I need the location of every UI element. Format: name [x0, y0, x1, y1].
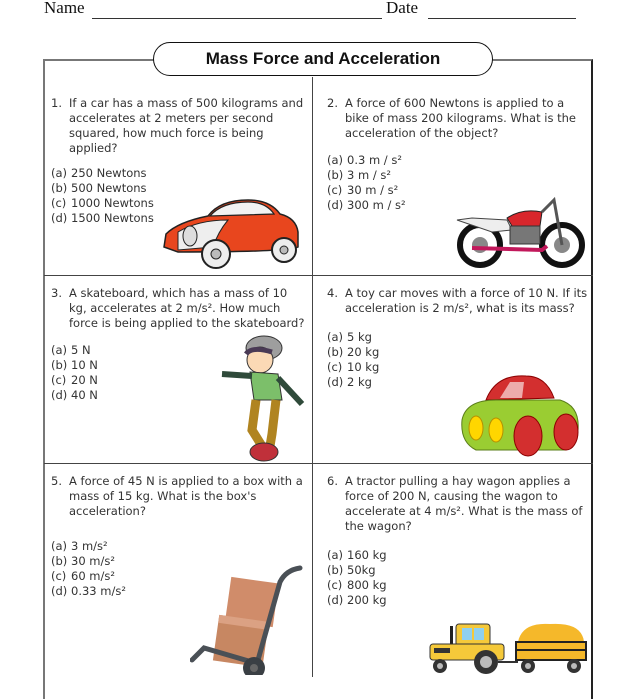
option-c: (c) 10 kg [327, 360, 380, 374]
option-b: (b) 20 kg [327, 345, 380, 359]
option-c: (c) 30 m / s² [327, 183, 399, 197]
option-c: (c) 1000 Newtons [51, 196, 154, 210]
option-a: (a) 250 Newtons [51, 166, 147, 180]
question-number: 3. [51, 286, 62, 300]
question-text: A force of 45 N is applied to a box with a mass of 15 kg. What is the box's acceleration? [69, 474, 303, 518]
question-text: A force of 600 Newtons is applied to a bike of mass 200 kilograms. What is the acceleration of the object? [345, 96, 576, 140]
option-c: (c) 20 N [51, 373, 98, 387]
name-label: Name [44, 0, 85, 17]
name-field[interactable] [92, 18, 382, 19]
option-d: (d) 200 kg [327, 593, 387, 607]
question-text: If a car has a mass of 500 kilograms and accelerates at 2 meters per second squared, how much force is being applied? [69, 96, 304, 155]
row-divider-1 [44, 275, 593, 276]
question-number: 2. [327, 96, 338, 110]
option-c: (c) 60 m/s² [51, 569, 115, 583]
option-a: (a) 5 N [51, 343, 91, 357]
worksheet-title: Mass Force and Acceleration [153, 42, 493, 76]
option-b: (b) 50kg [327, 563, 376, 577]
question-number: 5. [51, 474, 62, 488]
question-text: A tractor pulling a hay wagon applies a force of 200 N, causing the wagon to accelerate at 4 m/s². What is the mass of the wagon? [345, 474, 583, 533]
option-a: (a) 5 kg [327, 330, 372, 344]
option-b: (b) 30 m/s² [51, 554, 115, 568]
question-number: 4. [327, 286, 338, 300]
hand-truck-icon [190, 560, 305, 675]
option-a: (a) 0.3 m / s² [327, 153, 402, 167]
tractor-hay-wagon-icon [426, 618, 588, 675]
option-d: (d) 300 m / s² [327, 198, 406, 212]
options-list [327, 548, 589, 608]
question-text: A toy car moves with a force of 10 N. If its acceleration is 2 m/s², what is its mass? [345, 286, 588, 315]
name-date-row [0, 0, 622, 24]
option-b: (b) 10 N [51, 358, 98, 372]
option-c: (c) 800 kg [327, 578, 387, 592]
motorcycle-icon [452, 190, 587, 270]
option-a: (a) 3 m/s² [51, 539, 108, 553]
skateboarder-icon [212, 334, 312, 466]
date-field[interactable] [428, 18, 576, 19]
sports-car-icon [158, 192, 303, 270]
question-number: 1. [51, 96, 62, 110]
toy-car-icon [456, 370, 586, 462]
question-text: A skateboard, which has a mass of 10 kg, accelerates at 2 m/s². How much force is being applied to the skateboard? [69, 286, 305, 330]
row-divider-2 [44, 463, 593, 464]
option-a: (a) 160 kg [327, 548, 387, 562]
option-d: (d) 2 kg [327, 375, 372, 389]
option-d: (d) 0.33 m/s² [51, 584, 126, 598]
question-6 [327, 474, 589, 608]
question-number: 6. [327, 474, 338, 488]
column-divider [312, 77, 313, 677]
option-d: (d) 40 N [51, 388, 98, 402]
option-b: (b) 500 Newtons [51, 181, 147, 195]
option-b: (b) 3 m / s² [327, 168, 391, 182]
option-d: (d) 1500 Newtons [51, 211, 154, 225]
date-label: Date [386, 0, 419, 17]
